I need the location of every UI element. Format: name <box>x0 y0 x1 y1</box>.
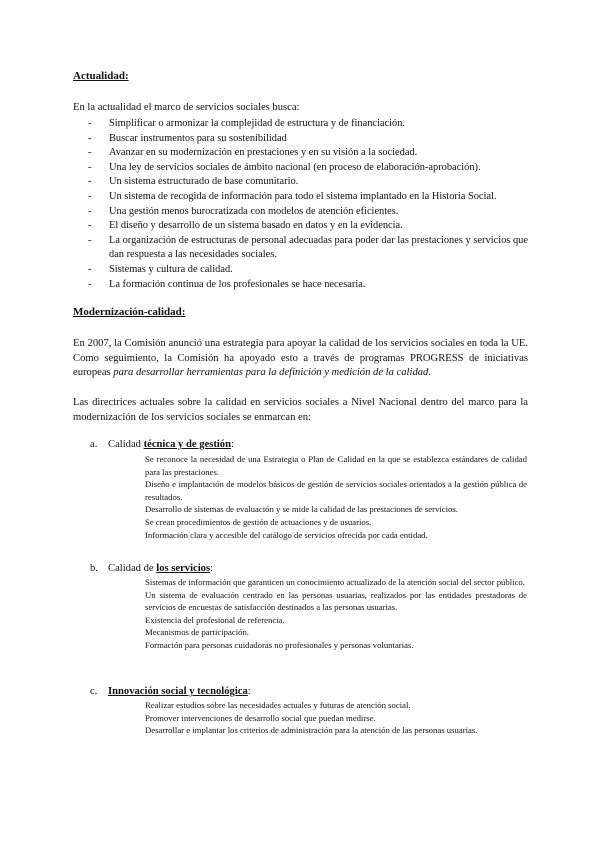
heading-actualidad: Actualidad: <box>73 70 129 82</box>
list-item: Formación para personas cuidadoras no profesionales y personas voluntarias. <box>145 639 414 650</box>
list-item: - Avanzar en su modernización en prestaciones y en su visión a la sociedad. <box>88 147 418 159</box>
modernizacion-paragraph-2: Las directrices actuales sobre la calidad en servicios sociales a Nivel Nacional dentro del marco para la modernización de los servicios sociales se enmarcan en: <box>73 397 528 423</box>
actualidad-intro: En la actualidad el marco de servicios sociales busca: <box>73 102 300 113</box>
section-b-title: b. Calidad de los servicios: <box>90 563 214 574</box>
modernizacion-paragraph-1: En 2007, la Comisión anunció una estrategia para apoyar la calidad de los servicios sociales en toda la UE. Como seguimiento, la Comisión ha apoyado esto a través de programas PROGRESS de iniciativas europeas para desarrollar herramientas para la definición y medición de la calidad. <box>73 338 528 378</box>
list-item: - Simplificar o armonizar la complejidad de estructura y de financiación. <box>88 118 406 129</box>
list-item: Se reconoce la necesidad de una Estrategia o Plan de Calidad en la que se establezca estándares de calidad para las prestaciones. <box>145 454 527 477</box>
section-a-title: a. Calidad técnica y de gestión: <box>90 439 234 450</box>
heading-modernizacion: Modernización-calidad: <box>73 306 186 318</box>
section-a-items <box>145 453 527 541</box>
list-item: - Una gestión menos burocratizada con modelos de atención eficientes. <box>88 205 399 217</box>
list-item: Desarrollo de sistemas de evaluación y se mide la calidad de las prestaciones de servicios. <box>145 504 458 515</box>
list-item: Se crean procedimientos de gestión de actuaciones y de usuarios. <box>145 516 372 527</box>
list-item: Realizar estudios sobre las necesidades actuales y futuras de atención social. <box>145 700 411 710</box>
section-c-title: c. Innovación social y tecnológica: <box>90 686 251 697</box>
list-item: - Un sistema estructurado de base comunitario. <box>88 176 299 188</box>
list-item: - Un sistema de recogida de información para todo el sistema implantado en la Historia Social. <box>88 190 497 202</box>
list-item: Promover intervenciones de desarrollo social que puedan medirse. <box>145 712 376 723</box>
list-item: Mecanismos de participación. <box>145 627 249 638</box>
list-item: - Sistemas y cultura de calidad. <box>88 263 233 275</box>
actualidad-bullet-list <box>88 117 528 292</box>
section-c-items <box>145 699 527 737</box>
list-item: - La formación continua de los profesionales se hace necesaria. <box>88 278 366 290</box>
list-item: Diseño e implantación de modelos básicos de gestión de servicios sociales orientados a la gestión pública de resultados. <box>145 479 527 502</box>
list-item: - Buscar instrumentos para su sostenibilidad <box>88 132 287 144</box>
list-item: Información clara y accesible del catálogo de servicios ofrecida por cada entidad. <box>145 529 428 540</box>
section-b-items <box>145 576 527 652</box>
list-item: - La organización de estructuras de personal adecuadas para poder dar las prestaciones y servicios que dan respuesta a las necesidades sociales. <box>88 234 528 261</box>
list-item: Existencia del profesional de referencia. <box>145 614 285 625</box>
list-item: Un sistema de evaluación centrado en las personas usuarias, realizados por las entidades prestadoras de servicios de encuestas de satisfacción destinados a las personas usuarias. <box>145 589 527 613</box>
list-item: Desarrollar e implantar los criterios de administración para la atención de las personas usuarias. <box>145 725 478 736</box>
list-item: - Una ley de servicios sociales de ámbito nacional (en proceso de elaboración-aprobación). <box>88 161 481 173</box>
list-item: - El diseño y desarrollo de un sistema basado en datos y en la evidencia. <box>88 220 403 232</box>
emphasis-text: para desarrollar herramientas para la definición y medición de la calidad <box>113 367 429 378</box>
list-item: Sistemas de información que garanticen un conocimiento actualizado de la atención social del sector público. <box>145 577 525 587</box>
